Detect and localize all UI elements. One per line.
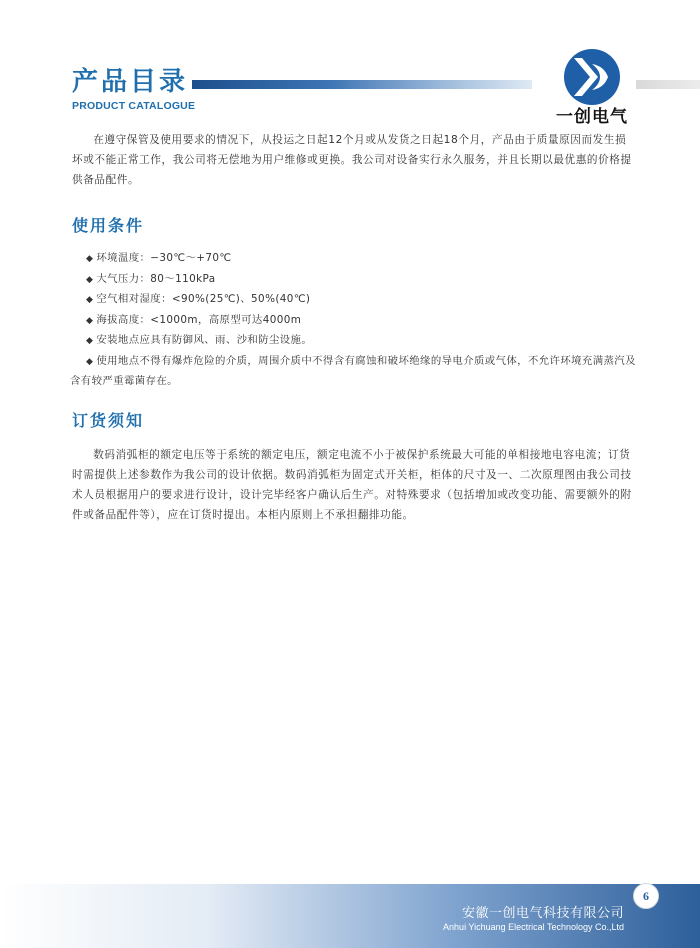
- list-item: ◆ 大气压力：80～110kPa: [86, 272, 216, 285]
- warranty-paragraph: 在遵守保管及使用要求的情况下，从投运之日起12个月或从发货之日起18个月，产品由于质量原因而发生损坏或不能正常工作，我公司将无偿地为用户维修或更换。我公司对设备实行永久服务，并且长期以最优惠的价格提供备品配件。: [72, 134, 632, 186]
- list-item: ◆ 环境温度：−30℃～+70℃: [86, 252, 232, 264]
- diamond-bullet-icon: ◆: [86, 295, 94, 305]
- catalogue-title: 产品目录: [72, 67, 189, 97]
- diamond-bullet-icon: ◆: [86, 336, 94, 346]
- page-number: 6: [633, 883, 659, 909]
- diamond-bullet-icon: ◆: [86, 315, 94, 326]
- list-item: ◆ 空气相对湿度：<90%(25℃)、50%(40℃): [86, 293, 311, 305]
- catalogue-subtitle: PRODUCT CATALOGUE: [72, 100, 196, 112]
- logo-text: 一创电气: [556, 107, 628, 127]
- list-item: ◆ 安装地点应具有防御风、雨、沙和防尘设施。: [86, 334, 313, 346]
- section-heading-ordering: 订货须知: [72, 411, 145, 430]
- header-bar: [192, 80, 532, 89]
- diamond-bullet-icon: ◆: [86, 356, 94, 367]
- footer-company-name: 安徽一创电气科技有限公司: [461, 906, 624, 921]
- footer-company-name-en: Anhui Yichuang Electrical Technology Co.,Ltd: [443, 922, 624, 932]
- conditions-list: [70, 249, 636, 392]
- ordering-paragraph: 数码消弧柜的额定电压等于系统的额定电压，额定电流不小于被保护系统最大可能的单相接地电容电流；订货时需提供上述参数作为我公司的设计依据。数码消弧柜为固定式开关柜，柜体的尺寸及一、二次原理图由我公司技术人员根据用户的要求进行设计，设计完毕经客户确认后生产。对特殊要求（包括增加或改变功能、需要额外的附件或备品配件等），应在订货时提出。本柜内原则上不承担翻排功能。: [72, 449, 632, 521]
- header-bar-right: [636, 80, 700, 89]
- diamond-bullet-icon: ◆: [86, 254, 94, 264]
- section-heading-conditions: 使用条件: [72, 216, 145, 235]
- diamond-bullet-icon: ◆: [86, 274, 94, 285]
- list-item: ◆ 海拔高度：<1000m，高原型可达4000m: [86, 313, 302, 326]
- list-item: ◆ 使用地点不得有爆炸危险的介质，周围介质中不得含有腐蚀和破坏绝缘的导电介质或气体，不允许环境充满蒸汽及含有较严重霉菌存在。: [70, 354, 636, 387]
